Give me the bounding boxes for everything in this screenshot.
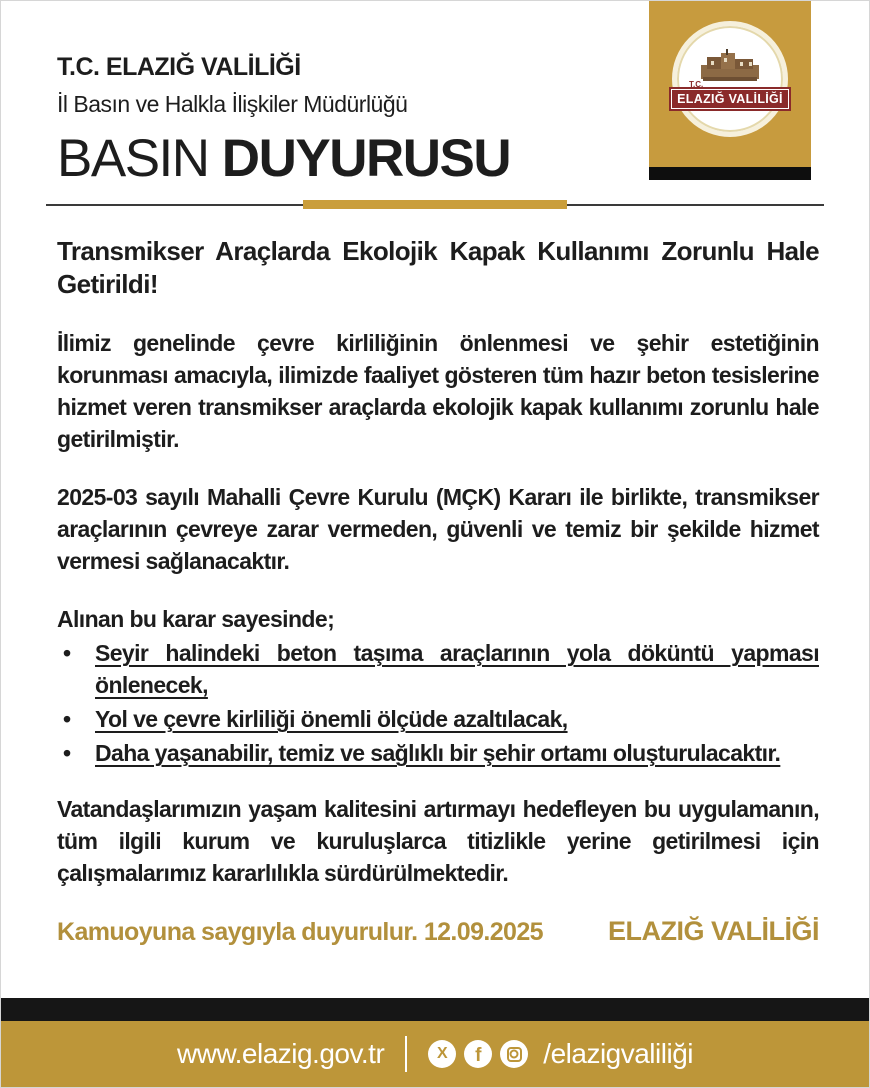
footer-black-strip [1, 998, 869, 1021]
logo-tc-label: T.C. [689, 80, 704, 90]
list-item [57, 703, 819, 735]
social-handle[interactable]: /elazigvaliliği [543, 1038, 693, 1069]
list-item-text: Daha yaşanabilir, temiz ve sağlıklı bir şehir ortamı oluşturulacaktır. [95, 740, 781, 766]
benefit-list [57, 637, 819, 769]
elazig-valiligi-logo [672, 21, 788, 137]
logo-banner-text: ELAZIĞ VALİLİĞİ [671, 89, 789, 109]
org-name: T.C. ELAZIĞ VALİLİĞİ [57, 53, 301, 81]
social-icons [428, 1040, 528, 1068]
x-twitter-icon[interactable]: X [428, 1040, 456, 1068]
logo-block-black-bar [649, 167, 811, 180]
footer-divider [405, 1036, 407, 1072]
website-link[interactable]: www.elazig.gov.tr [177, 1038, 385, 1069]
list-item-text: Seyir halindeki beton taşıma araçlarının yola döküntü yapması önlenecek, [95, 640, 819, 698]
logo-gold-block [649, 1, 811, 167]
list-item [57, 737, 819, 769]
list-intro: Alınan bu karar sayesinde; [57, 606, 335, 632]
announcement-paragraph-3: Vatandaşlarımızın yaşam kalitesini artırmayı hedefleyen bu uygulamanın, tüm ilgili kurum ve kuruluşlarca titizlikle yerine getirilmesi için çalışmalarımız kararlılıkla sürdürülmektedir. [57, 796, 819, 886]
announcement-body [1, 209, 869, 948]
page-title-bold: DUYURUSU [221, 129, 511, 188]
list-item-text: Yol ve çevre kirliliği önemli ölçüde azaltılacak, [95, 706, 568, 732]
org-department: İl Basın ve Halkla İlişkiler Müdürlüğü [57, 91, 408, 117]
page-title-light: BASIN [57, 129, 209, 188]
signature-row [57, 915, 819, 948]
instagram-icon[interactable] [500, 1040, 528, 1068]
footer-bar [1, 1021, 869, 1087]
closing-statement: Kamuoyuna saygıyla duyurulur. 12.09.2025 [57, 918, 543, 946]
facebook-icon[interactable]: f [464, 1040, 492, 1068]
signature: ELAZIĞ VALİLİĞİ [608, 916, 819, 946]
announcement-paragraph-1: İlimiz genelinde çevre kirliliğinin önlenmesi ve şehir estetiğinin korunması amacıyla, ilimizde faaliyet gösteren tüm hazır beton tesislerine hizmet veren transmikser araçlarda ekolojik kapak kullanımı zorunlu hale getirilmiştir. [57, 330, 819, 452]
list-item [57, 637, 819, 701]
announcement-heading: Transmikser Araçlarda Ekolojik Kapak Kullanımı Zorunlu Hale Getirildi! [57, 236, 819, 299]
announcement-paragraph-2: 2025-03 sayılı Mahalli Çevre Kurulu (MÇK) Kararı ile birlikte, transmikser araçlarının çevreye zarar vermeden, güvenli ve temiz bir şekilde hizmet vermesi sağlanacaktır. [57, 484, 819, 574]
title-divider [46, 200, 824, 209]
